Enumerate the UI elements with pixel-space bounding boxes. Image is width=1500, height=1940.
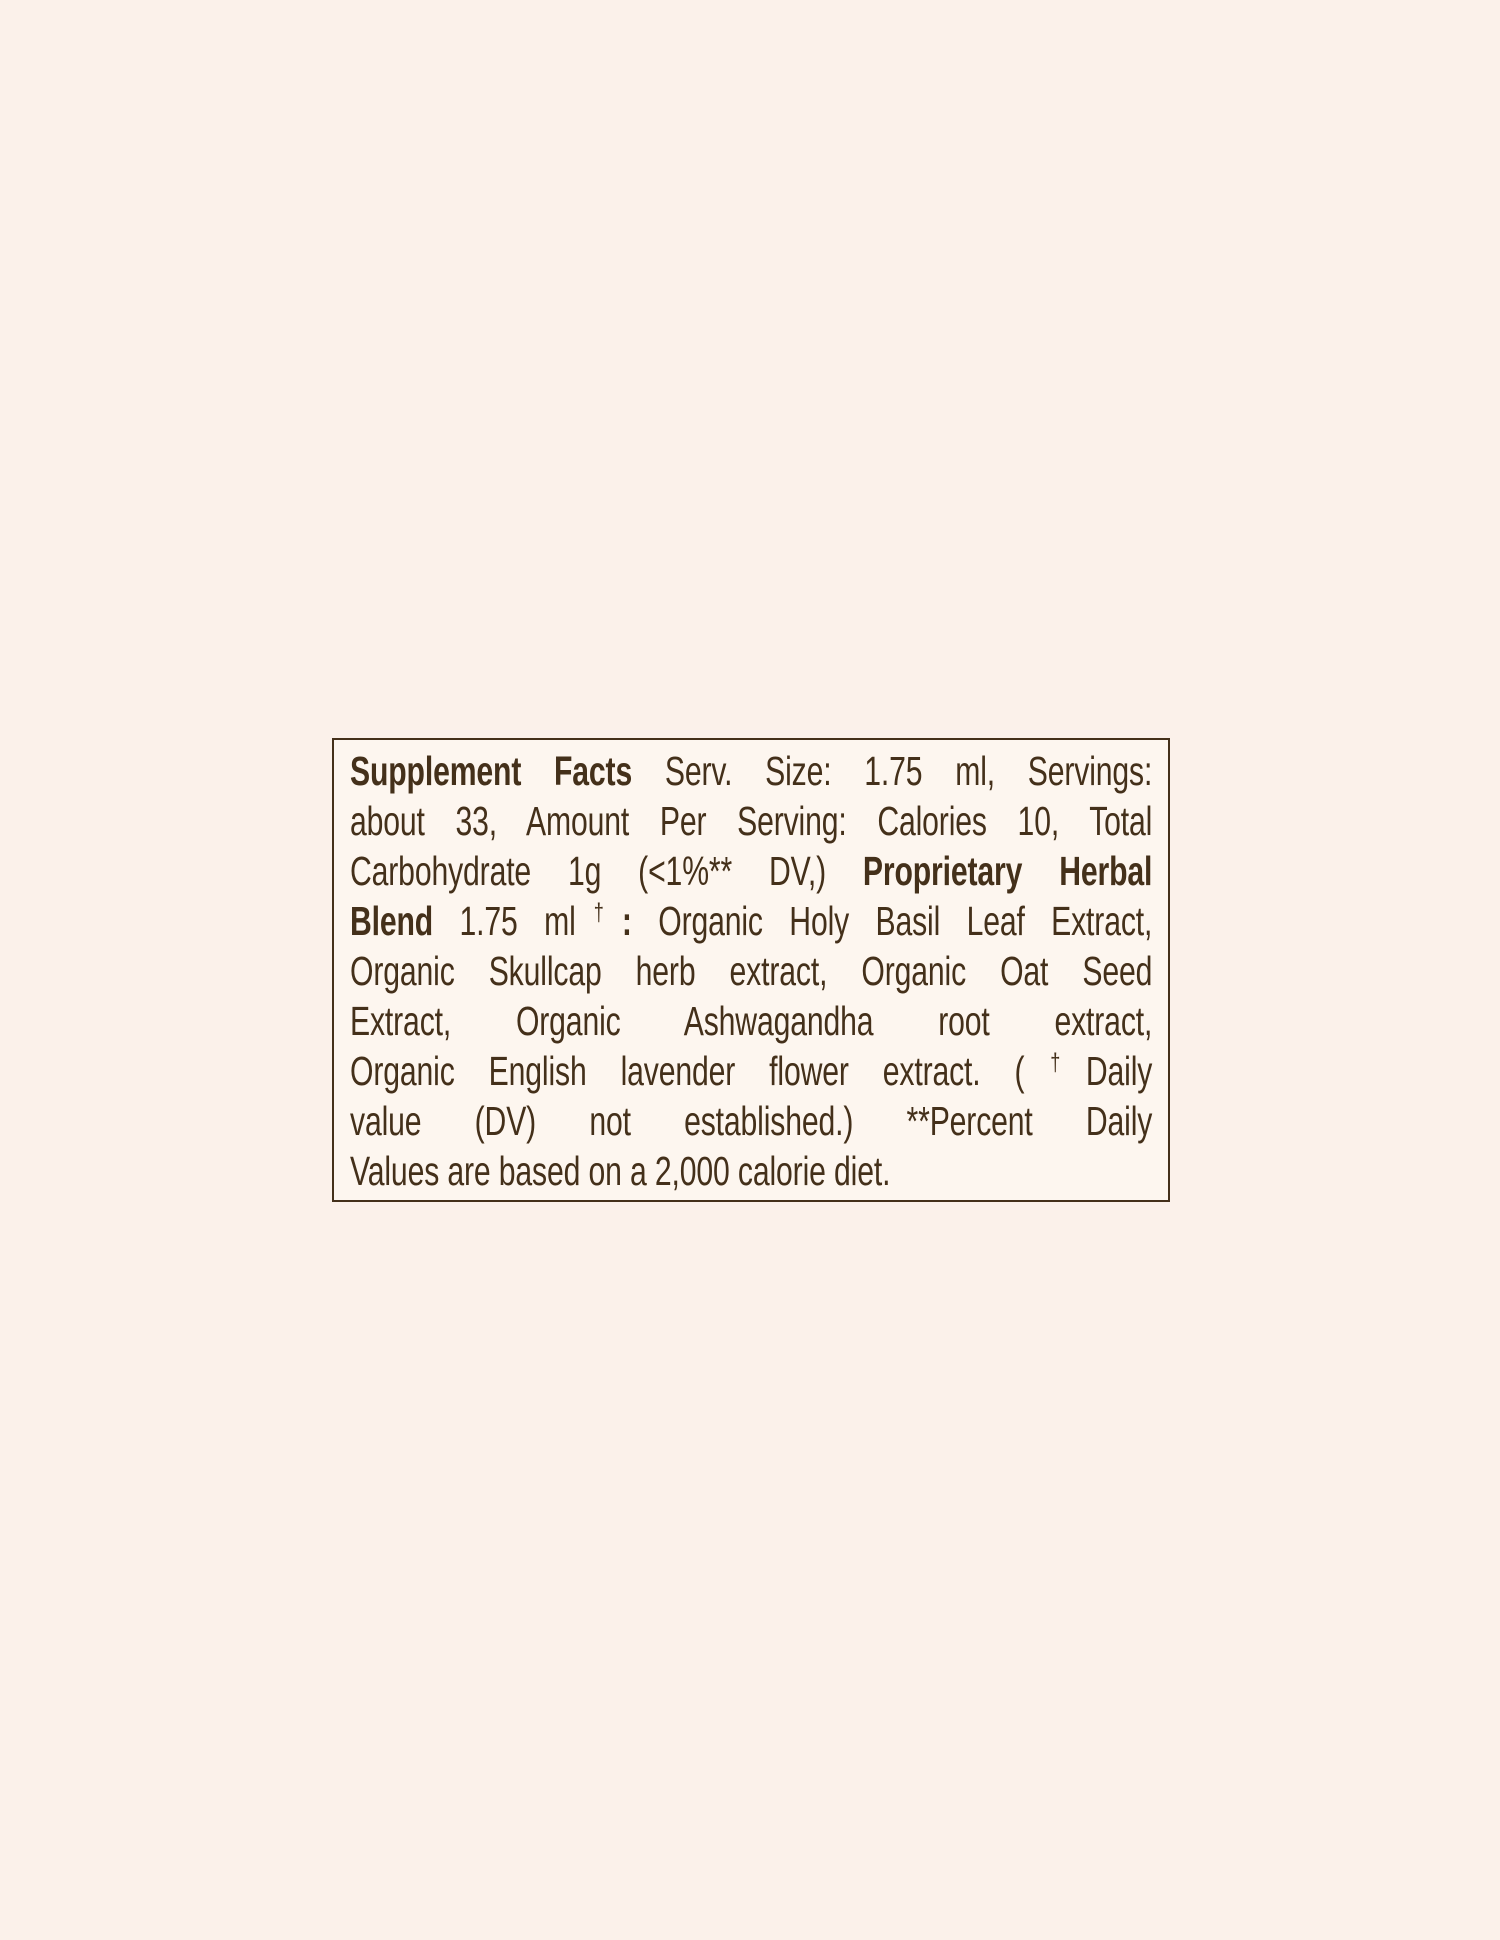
label-line-3	[350, 846, 1152, 896]
label-line-4	[350, 896, 1152, 946]
label-line-9	[350, 1146, 1152, 1196]
label-line-2	[350, 796, 1152, 846]
label-line-7	[350, 1046, 1152, 1096]
supplement-facts-panel	[332, 738, 1170, 1202]
label-text-bold: Proprietary Herbal	[862, 848, 1153, 894]
label-text-bold: Supplement Facts	[350, 748, 633, 794]
label-line-6	[350, 996, 1152, 1046]
label-text: about 33, Amount Per Serving: Calories 10, Total	[350, 798, 1153, 844]
label-text: value (DV) not established.) **Percent Daily	[350, 1098, 1153, 1144]
dagger-symbol: †	[1024, 1049, 1086, 1077]
label-text: Values are based on a 2,000 calorie diet.	[350, 1148, 891, 1194]
label-line-8	[350, 1096, 1152, 1146]
panel-text	[350, 746, 1152, 1196]
label-text: Carbohydrate 1g (<1%** DV,)	[350, 848, 863, 894]
label-text: Daily	[1085, 1048, 1153, 1094]
label-text: Organic English lavender flower extract. (	[350, 1048, 1025, 1094]
label-text-bold: :	[621, 898, 632, 944]
label-text-bold: Blend	[350, 898, 434, 944]
label-text: Extract, Organic Ashwagandha root extract,	[350, 998, 1153, 1044]
label-text: 1.75 ml	[433, 898, 576, 944]
label-text: Organic Holy Basil Leaf Extract,	[631, 898, 1153, 944]
label-text: Organic Skullcap herb extract, Organic Oat Seed	[350, 948, 1153, 994]
label-line-5	[350, 946, 1152, 996]
label-text: Serv. Size: 1.75 ml, Servings:	[632, 748, 1153, 794]
label-line-1	[350, 746, 1152, 796]
dagger-symbol: †	[575, 899, 622, 927]
